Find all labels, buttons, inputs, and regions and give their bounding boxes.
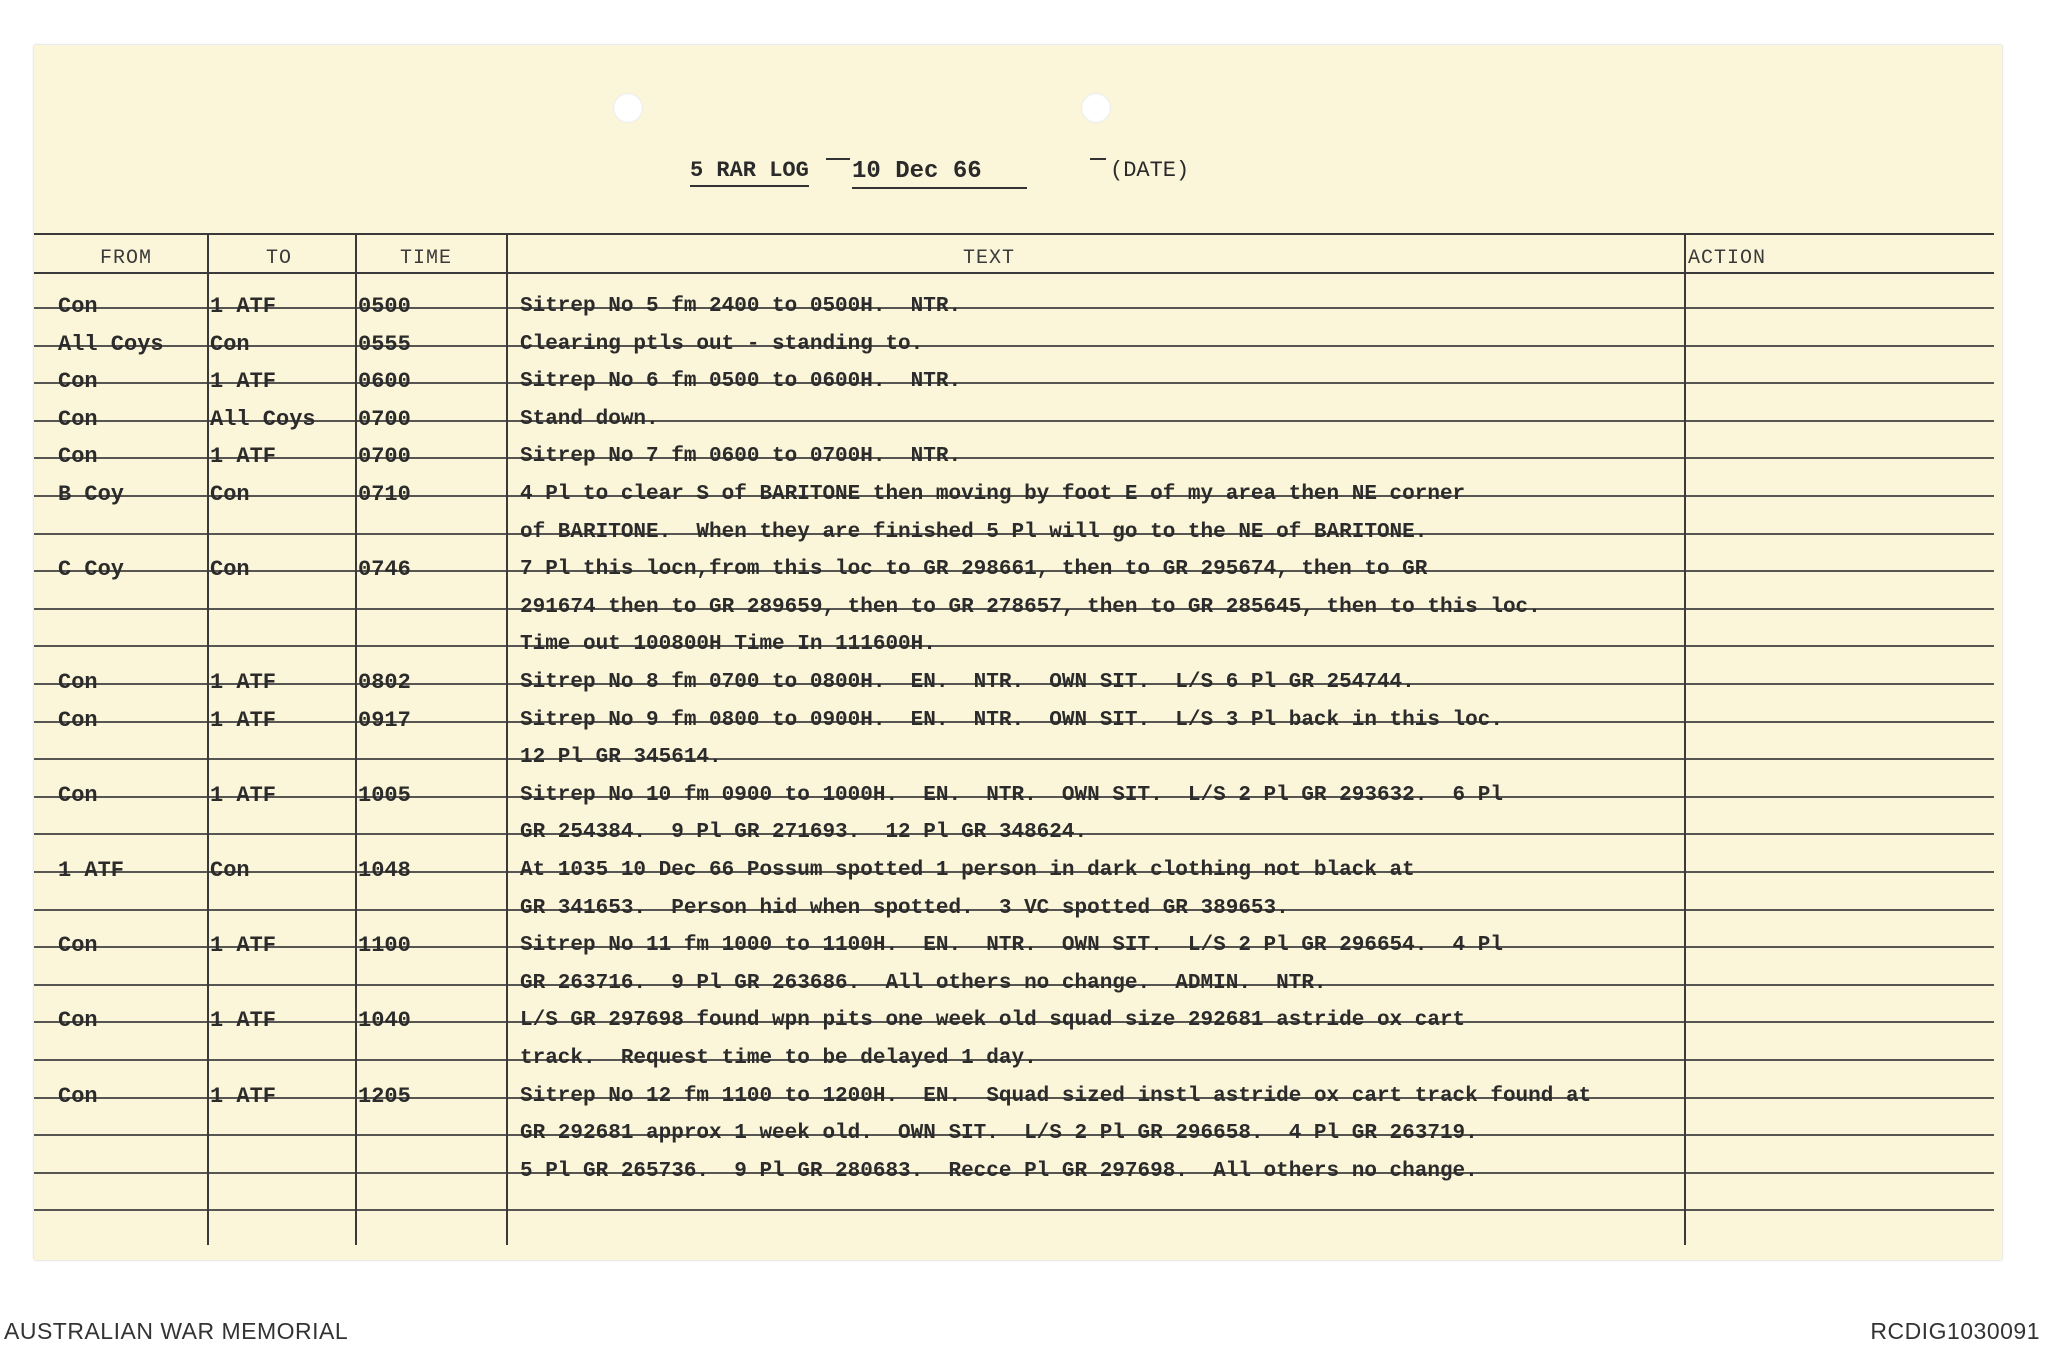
entry-time: 1048	[358, 858, 411, 883]
entry-time: 1100	[358, 933, 411, 959]
entry-from: Con	[58, 782, 98, 808]
entry-to: 1 ATF	[210, 1083, 277, 1109]
entry-time: 0600	[358, 369, 411, 395]
entry-text: Sitrep No 12 fm 1100 to 1200H. EN. Squad sized instl astride ox cart track found at GR 292681 approx 1 week old. OWN SIT. L/S 2 Pl GR 296658. 4 Pl GR 263719. 5 Pl GR 265736. 9 Pl GR 280683. Recce Pl GR 297698. All others no change.	[520, 1084, 1592, 1183]
entry-text: 7 Pl this locn,from this loc to GR 298661, then to GR 295674, then to GR 291674 then to GR 289659, then to GR 278657, then to GR 285645, then to this loc. Time out 100800H Time In 111600H.	[520, 558, 1541, 657]
entry-time: 0917	[358, 707, 411, 733]
date-label: (DATE)	[1110, 158, 1190, 183]
entry-time: 0746	[358, 557, 411, 583]
entry-from: Con	[58, 294, 98, 319]
entry-text: At 1035 10 Dec 66 Possum spotted 1 person in dark clothing not black at GR 341653. Person hid when spotted. 3 VC spotted GR 389653.	[520, 859, 1415, 920]
entry-from: Con	[58, 1083, 98, 1109]
entry-from: 1 ATF	[58, 858, 125, 883]
punch-hole-left	[613, 93, 643, 123]
entry-text: Sitrep No 6 fm 0500 to 0600H. NTR.	[520, 370, 962, 394]
entry-to: Con	[210, 331, 250, 357]
entry-time: 0700	[358, 406, 411, 432]
entry-time: 0710	[358, 482, 411, 507]
entry-to: 1 ATF	[210, 369, 277, 395]
col-rule-from-to	[207, 235, 209, 1245]
entry-from: C Coy	[58, 557, 125, 583]
entry-text: Sitrep No 10 fm 0900 to 1000H. EN. NTR. OWN SIT. L/S 2 Pl GR 293632. 6 Pl GR 254384. 9 Pl GR 271693. 12 Pl GR 348624.	[520, 783, 1503, 845]
entry-from: Con	[58, 707, 98, 733]
archive-credit: AUSTRALIAN WAR MEMORIAL	[4, 1318, 349, 1344]
entry-to: 1 ATF	[210, 933, 277, 959]
entry-to: All Coys	[210, 406, 316, 432]
col-header-from: FROM	[100, 247, 153, 270]
rule-header	[34, 272, 1994, 274]
entry-to: 1 ATF	[210, 444, 277, 470]
entry-from: Con	[58, 369, 98, 395]
rule-line	[34, 1209, 1994, 1211]
entry-to: 1 ATF	[210, 782, 277, 808]
entry-text: Sitrep No 11 fm 1000 to 1100H. EN. NTR. OWN SIT. L/S 2 Pl GR 296654. 4 Pl GR 263716. 9 Pl GR 263686. All others no change. ADMIN. NTR.	[520, 934, 1503, 995]
col-rule-time-text	[506, 235, 508, 1245]
rule-top	[34, 233, 1994, 235]
entry-to: 1 ATF	[210, 707, 277, 733]
entry-text: 4 Pl to clear S of BARITONE then moving by foot E of my area then NE corner of BARITONE. When they are finished 5 Pl will go to the NE of BARITONE.	[520, 483, 1466, 544]
entry-from: Con	[58, 1008, 98, 1034]
entry-from: Con	[58, 406, 98, 432]
entry-time: 0555	[358, 331, 411, 357]
entry-text: Sitrep No 7 fm 0600 to 0700H. NTR.	[520, 445, 962, 469]
col-header-to: TO	[266, 247, 293, 270]
entry-to: Con	[210, 557, 250, 583]
entry-time: 0802	[358, 670, 411, 695]
entry-from: Con	[58, 444, 98, 470]
col-header-time: TIME	[400, 247, 453, 270]
entry-to: Con	[210, 482, 250, 507]
entry-time: 0500	[358, 294, 411, 319]
entry-from: Con	[58, 933, 98, 959]
punch-hole-right	[1081, 93, 1111, 123]
entry-from: B Coy	[58, 482, 125, 507]
entry-time: 1205	[358, 1083, 411, 1109]
entry-time: 0700	[358, 444, 411, 470]
entry-text: L/S GR 297698 found wpn pits one week old squad size 292681 astride ox cart track. Request time to be delayed 1 day.	[520, 1009, 1466, 1070]
entry-text: Clearing ptls out - standing to.	[520, 332, 924, 356]
date-underline	[1090, 158, 1106, 160]
entry-from: All Coys	[58, 331, 164, 357]
entry-to: 1 ATF	[210, 1008, 277, 1034]
entry-text: Sitrep No 8 fm 0700 to 0800H. EN. NTR. OWN SIT. L/S 6 Pl GR 254744.	[520, 671, 1415, 694]
entry-to: Con	[210, 858, 250, 883]
entry-time: 1005	[358, 782, 411, 808]
archive-reference: RCDIG1030091	[1870, 1318, 2040, 1344]
title-underline	[826, 158, 850, 160]
entry-from: Con	[58, 670, 98, 695]
entry-text: Sitrep No 9 fm 0800 to 0900H. EN. NTR. OWN SIT. L/S 3 Pl back in this loc. 12 Pl GR 345614.	[520, 708, 1503, 770]
col-rule-to-time	[355, 235, 357, 1245]
log-date: 10 Dec 66	[852, 158, 1027, 189]
col-header-text: TEXT	[963, 247, 1016, 270]
entry-text: Stand down.	[520, 407, 659, 431]
entry-to: 1 ATF	[210, 294, 277, 319]
entry-text: Sitrep No 5 fm 2400 to 0500H. NTR.	[520, 295, 962, 318]
entry-time: 1040	[358, 1008, 411, 1034]
entry-to: 1 ATF	[210, 670, 277, 695]
col-header-action: ACTION	[1688, 247, 1767, 270]
unit-name: 5 RAR LOG	[690, 158, 809, 187]
